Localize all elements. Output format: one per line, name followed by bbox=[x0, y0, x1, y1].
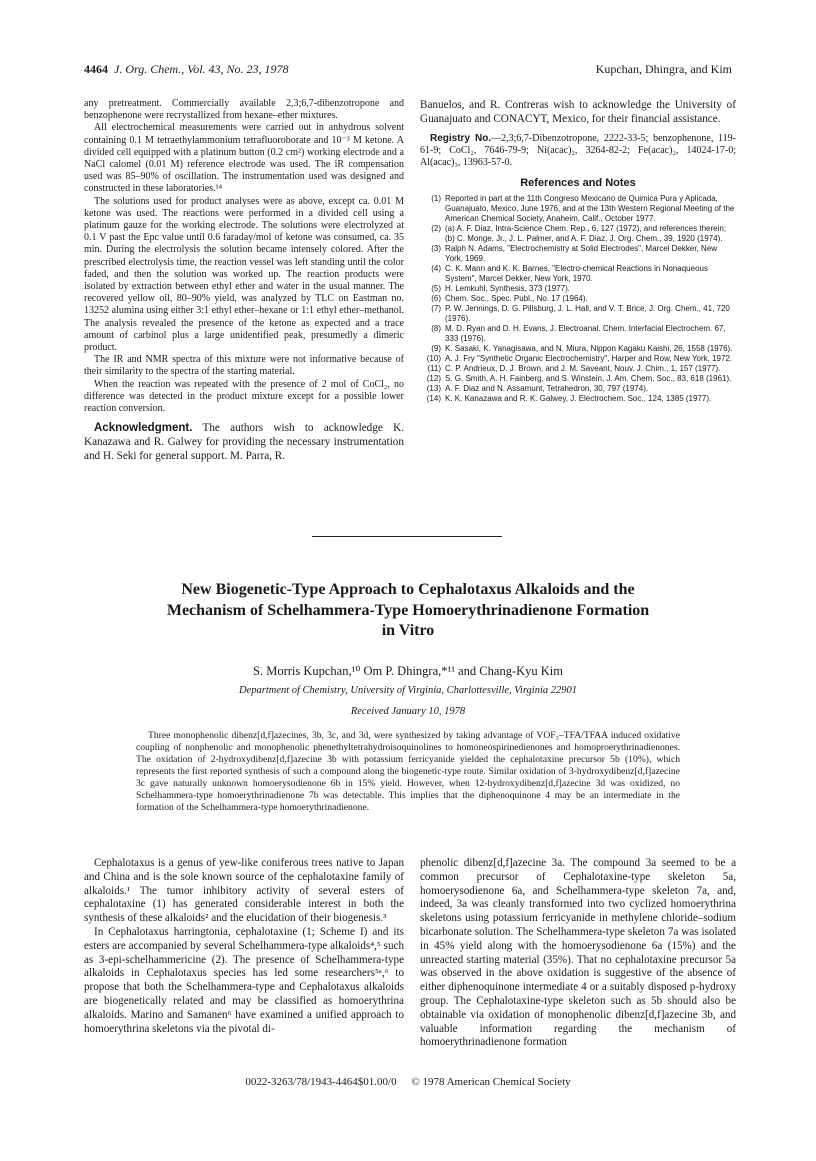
paragraph-2: All electrochemical measurements were carried out in anhydrous solvent containing 0.1 M tetraethylammonium tetrafluoroborate and 10⁻³ M ketone. A divided cell equipped with a platinum button (0.2 cm²) working electrode and a NaCl calomel (0.01 M) reference electrode was used. The iR compensation used was 85–90% of oscillation. The instrumentation used was designed and constructed in these laboratories.¹⁴ bbox=[84, 122, 404, 195]
reference-text: K. K. Kanazawa and R. K. Galwey, J. Electrochem. Soc., 124, 1385 (1977). bbox=[445, 393, 712, 403]
footer-copyright: © 1978 American Chemical Society bbox=[411, 1076, 571, 1088]
references-heading: References and Notes bbox=[520, 176, 636, 189]
reference-number: (7) bbox=[431, 303, 441, 313]
reference-number: (11) bbox=[427, 363, 441, 373]
reference-text: K. Sasaki, K. Yanagisawa, and N. Miura, Nippon Kagaku Kaishi, 26, 1558 (1976). bbox=[445, 343, 733, 353]
received-date: Received January 10, 1978 bbox=[350, 706, 466, 717]
body-paragraph-3: phenolic dibenz[d,f]azecine 3a. The compound 3a seemed to be a common precursor of Cephalotaxine-type skeleton 5a, homoerysodienone 6a, and Schelhammera-type skeleton 7a, and, indeed, 3a was cleanly transformed into two cyclized homoerythrina skeletons using potassium ferricyanide in methylene chloride–sodium bicarbonate solution. The Schelhammera-type skeleton 7a was isolated in 45% yield along with the homoerysodienone 6a (15%) and the unreacted starting material (35%). That no cephalotaxine precursor 5a was observed in the above oxidation is suggestive of the absence of either diphenoquinone intermediate 4 or a suitably disposed p-hydroxy group. The Cephalotaxine-type skeleton such as 5b should also be obtainable via oxidation of monophenolic dibenz[d,f]azecine 3b, and valuable information regarding the mechanism of homoerythrinadienone formation bbox=[420, 857, 736, 1049]
reference-text: S. G. Smith, A. H. Fainberg, and S. Winstein, J. Am. Chem. Soc., 83, 618 (1961). bbox=[445, 373, 732, 383]
reference-text: P. W. Jennings, D. G. Pillsburg, J. L. Hall, and V. T. Brice, J. Org. Chem., 41, 720 (1976). bbox=[445, 303, 730, 323]
reference-item bbox=[420, 394, 736, 404]
right-column-top bbox=[420, 98, 736, 404]
reference-item bbox=[420, 284, 736, 294]
title-line-2: Mechanism of Schelhammera-Type Homoerythrinadienone Formation bbox=[166, 601, 650, 619]
reference-item bbox=[420, 354, 736, 364]
reference-item bbox=[420, 344, 736, 354]
reference-number: (4) bbox=[431, 263, 441, 273]
affiliation: Department of Chemistry, University of Virginia, Charlottesville, Virginia 22901 bbox=[238, 685, 577, 696]
reference-item bbox=[420, 264, 736, 284]
reference-number: (12) bbox=[426, 373, 441, 383]
reference-text: H. Lemkuhl, Synthesis, 373 (1977). bbox=[445, 283, 570, 293]
paragraph-1: any pretreatment. Commercially available 2,3;6,7-dibenzotropone and benzophenone were recrystallized from hexane–ether mixtures. bbox=[84, 98, 404, 122]
reference-number: (9) bbox=[431, 343, 441, 353]
section-divider bbox=[312, 536, 502, 537]
reference-text: Chem. Soc., Spec. Publ., No. 17 (1964). bbox=[445, 293, 588, 303]
title-line-3: in Vitro bbox=[381, 622, 435, 639]
acknowledgment-heading: Acknowledgment. bbox=[94, 422, 193, 435]
paragraph-4: The IR and NMR spectra of this mixture were not informative because of their similarity to the spectra of the starting material. bbox=[84, 354, 404, 378]
left-column-top bbox=[84, 98, 404, 463]
reference-text: C. P. Andrieux, D. J. Brown, and J. M. Saveant, Nouv. J. Chim., 1, 157 (1977). bbox=[445, 363, 721, 373]
title-line-1: New Biogenetic-Type Approach to Cephalotaxus Alkaloids and the bbox=[181, 581, 635, 598]
article-title bbox=[120, 580, 696, 642]
reference-number: (13) bbox=[426, 383, 441, 393]
paragraph-3: The solutions used for product analyses were as above, except ca. 0.01 M ketone was used. The reactions were performed in a divided cell using a platinum gauze for the working electrode. The solutions were electrolyzed at 0.1 V past the Epc value until 0.6 faraday/mol of ketone was consumed, ca. 35 min. During the electrolysis the solution became intensely colored. After the prescribed electrolysis time, the reaction vessel was left standing until the color faded, and then the solution was worked up. The reaction products were isolated by extraction between ethyl ether and water in the usual manner. The recovered yellow oil, 80–90% yield, was analyzed by TLC on Eastman no. 13252 alumina using either 3:1 ethyl ether–hexane or 1:1 ethyl ether–methanol. The analysis revealed the presence of the ketone as expected and a trace amount of carbinol plus a large unidentified peak, presumedly a dimeric product. bbox=[84, 195, 404, 354]
running-authors: Kupchan, Dhingra, and Kim bbox=[595, 62, 732, 76]
reference-item bbox=[420, 304, 736, 324]
body-left-column bbox=[84, 857, 404, 1036]
author-list: S. Morris Kupchan,¹⁰ Om P. Dhingra,*¹¹ and Chang-Kyu Kim bbox=[253, 664, 563, 678]
reference-item bbox=[420, 244, 736, 264]
reference-list bbox=[420, 194, 736, 404]
acknowledgment-text: The authors wish to acknowledge K. Kanazawa and R. Galwey for providing the necessary instrumentation and H. Seki for general support. M. Parra, R. bbox=[84, 422, 404, 463]
reference-item bbox=[420, 224, 736, 244]
reference-number: (14) bbox=[426, 393, 441, 403]
reference-text: Ralph N. Adams, "Electrochemistry at Solid Electrodes", Marcel Dekker, New York, 1969. bbox=[445, 243, 717, 263]
reference-text: (a) A. F. Diaz, Intra-Science Chem. Rep., 6, 127 (1972), and references therein; (b) C. Monge, Jr., J. L. Palmer, and A. F. Diaz, J. Org. Chem., 39, 1920 (1974). bbox=[445, 223, 727, 243]
journal-citation: J. Org. Chem., Vol. 43, No. 23, 1978 bbox=[114, 62, 289, 76]
page-footer bbox=[0, 1076, 816, 1088]
reference-text: M. D. Ryan and D. H. Evans, J. Electroanal. Chem. Interfacial Electrochem. 67, 333 (1976). bbox=[445, 323, 726, 343]
body-paragraph-2: In Cephalotaxus harringtonia, cephalotaxine (1; Scheme I) and its esters are accompanied by several Schelhammera-type alkaloids⁴,⁵ such as 3-epi-schelhammericine (2). The presence of Schelhammera-type alkaloids in Cephalotaxus species has led some researchers⁵ᵃ,⁶ to propose that both the Schelhammera-type and Cephalotaxus alkaloids are biogenetically related and may be classified as homoerythrina alkaloids. Marino and Samanen⁶ have examined a unified approach to homoerythrina skeletons via the pivotal di- bbox=[84, 925, 404, 1035]
reference-item bbox=[420, 294, 736, 304]
reference-item bbox=[420, 324, 736, 344]
reference-number: (1) bbox=[431, 193, 441, 203]
body-right-column bbox=[420, 857, 736, 1050]
body-paragraph-1: Cephalotaxus is a genus of yew-like coniferous trees native to Japan and China and is the sole known source of the cephalotaxine family of alkaloids.¹ The tumor inhibitory activity of several esters of cephalotaxine (1) has generated considerable interest in both the synthesis of these alkaloids² and the elucidation of their biogenesis.³ bbox=[84, 857, 404, 925]
header-left bbox=[84, 62, 289, 77]
reference-item bbox=[420, 374, 736, 384]
reference-text: C. K. Mann and K. K. Barnes, "Electro-chemical Reactions in Nonaqueous System", Marcel Dekker, New York, 1970. bbox=[445, 263, 708, 283]
registry-label: Registry No. bbox=[430, 133, 492, 144]
acknowledgment-continued: Banuelos, and R. Contreras wish to acknowledge the University of Guanajuato and CONACYT, Mexico, for their financial assistance. bbox=[420, 99, 736, 125]
reference-text: Reported in part at the 11th Congreso Mexicano de Quimica Pura y Aplicada, Guanajuato, Mexico, June 1976, and at the 13th Western Regional Meeting of the American Chemical Society, Anaheim, Calif., October 1977. bbox=[445, 193, 735, 223]
reference-number: (8) bbox=[431, 323, 441, 333]
reference-text: A. J. Fry "Synthetic Organic Electrochemistry", Harper and Row, New York, 1972. bbox=[445, 353, 733, 363]
reference-item bbox=[420, 194, 736, 224]
page-number: 4464 bbox=[84, 62, 108, 76]
abstract: Three monophenolic dibenz[d,f]azecines, 3b, 3c, and 3d, were synthesized by taking advantage of VOF₃–TFA/TFAA induced oxidative coupling of nonphenolic and monophenolic phenethyltetrahydroisoquinolines to homoneospirinedienones and homoproerythrinadienones. The oxidation of 2-hydroxydibenz[d,f]azecine 3b with potassium ferricyanide yielded the cephalotaxine precursor 5b (10%), which represents the first reported synthesis of such a compound along the biogenetic-type route. Similar oxidation of 3-hydroxydibenz[d,f]azecine 3c gave naturally unknown homoerysodienone 6b in 15% yield. However, when 12-hydroxydibenz[d,f]azecine 3d was oxidized, no Schelhammera-type homoerythrinadienone 7b was detectable. This implies that the diphenoquinone 4 may be an intermediate in the formation of the Schelhammera-type homoerythrinadienone. bbox=[136, 730, 680, 813]
reference-item bbox=[420, 364, 736, 374]
paragraph-5: When the reaction was repeated with the presence of 2 mol of CoCl₂, no difference was detected in the product mixture except for a possible lower reaction conversion. bbox=[84, 378, 404, 415]
reference-item bbox=[420, 384, 736, 394]
reference-number: (6) bbox=[431, 293, 441, 303]
acknowledgment bbox=[84, 421, 404, 463]
reference-number: (10) bbox=[426, 353, 441, 363]
registry-text: —2,3;6,7-Dibenzotropone, 2222-33-5; benzophenone, 119-61-9; CoCl₂, 7646-79-9; Ni(acac)₂, 3264-82-2; Fe(acac)₂, 14024-17-0; Al(acac)₃, 13963-57-0. bbox=[420, 133, 737, 169]
footer-code: 0022-3263/78/1943-4464$01.00/0 bbox=[245, 1076, 397, 1088]
registry-numbers bbox=[420, 133, 736, 170]
reference-text: A. F. Diaz and N. Assamunt, Tetrahedron, 30, 797 (1974). bbox=[445, 383, 649, 393]
reference-number: (3) bbox=[431, 243, 441, 253]
reference-number: (2) bbox=[431, 223, 441, 233]
reference-number: (5) bbox=[431, 283, 441, 293]
